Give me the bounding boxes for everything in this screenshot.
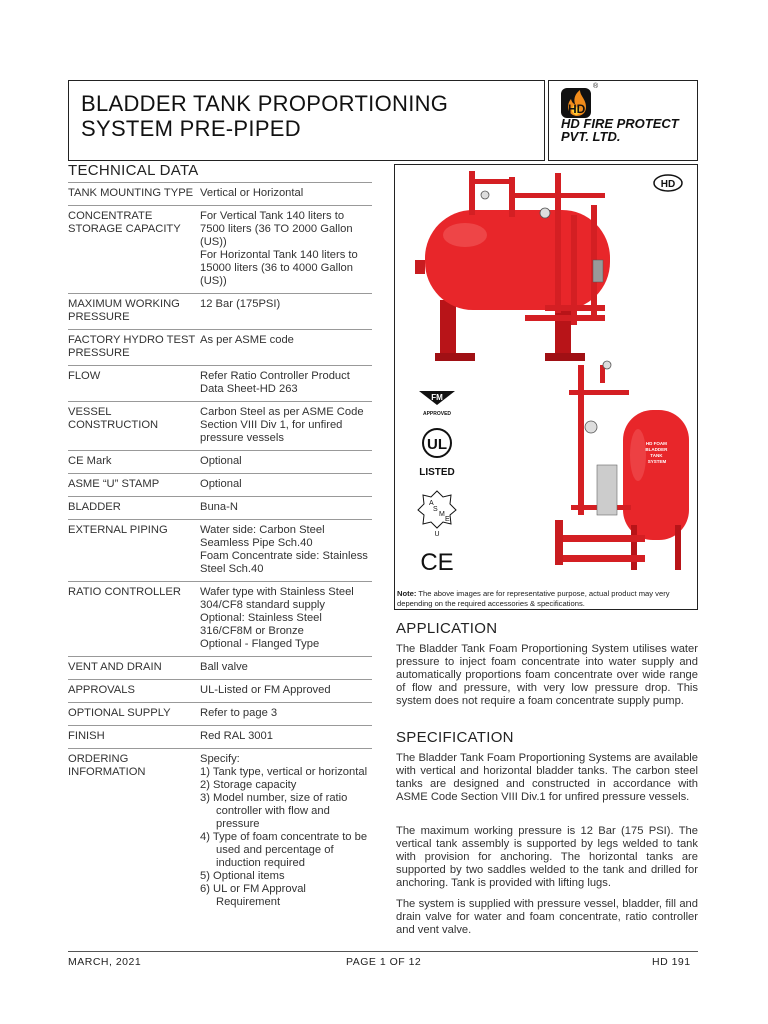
ordering-list-item: 3) Model number, size of ratio controller with flow and pressure: [200, 792, 348, 830]
specification-paragraph-3: The system is supplied with pressure vessel, bladder, fill and drain valve for water and foam concentrate, ratio controller and vent valve.: [396, 898, 698, 936]
tech-row-value: Red RAL 3001: [200, 726, 372, 749]
ordering-info-label: ORDERING INFORMATION: [68, 753, 146, 778]
document-title: BLADDER TANK PROPORTIONING SYSTEM PRE-PIPED: [81, 91, 449, 141]
fm-text: FM: [431, 393, 443, 402]
application-text: The Bladder Tank Foam Proportioning System utilises water pressure to inject foam concentrate into water supply and automatically proportions foam concentrate over wide range of flow and pressure, with very low pressure drop. This system does not require a foam concentrate supply pump.: [396, 643, 698, 707]
tech-row-label: CE Mark: [68, 451, 200, 474]
tech-row: [68, 206, 372, 294]
tank-label-line3: TANK: [650, 453, 663, 458]
tech-row-label: RATIO CONTROLLER: [68, 582, 200, 657]
tech-row-value-line: Optional: Stainless Steel 316/CF8M or Bronze: [200, 612, 322, 637]
tech-row-value-line: For Horizontal Tank 140 liters to 15000 liters (36 to 4000 Gallon (US)): [200, 249, 358, 287]
registered-mark-icon: ®: [593, 83, 599, 90]
tech-row: [68, 183, 372, 206]
ordering-list: [200, 766, 372, 909]
asme-u-text: U: [434, 531, 440, 538]
ordering-info-row: [68, 749, 372, 915]
tech-row-value: Buna-N: [200, 497, 372, 520]
product-image-panel: [394, 164, 698, 610]
tech-row-label: ASME “U” STAMP: [68, 474, 200, 497]
company-name: HD FIRE PROTECT PVT. LTD.: [561, 116, 679, 144]
ordering-list-item: 5) Optional items: [200, 870, 285, 882]
asme-letter-m: M: [439, 511, 445, 518]
tech-row-label: MAXIMUM WORKING PRESSURE: [68, 294, 200, 330]
tech-row: [68, 657, 372, 680]
tech-row: [68, 451, 372, 474]
tech-row-value-line: Wafer type with Stainless Steel 304/CF8 standard supply: [200, 586, 354, 611]
tech-row-value: 12 Bar (175PSI): [200, 294, 372, 330]
tank-label-line4: SYSTEM: [647, 459, 667, 464]
tech-row-label: EXTERNAL PIPING: [68, 520, 200, 582]
asme-letter-e: E: [445, 516, 450, 523]
tech-row-value: [200, 582, 372, 657]
footer-document-code: HD 191: [652, 956, 691, 968]
tech-row: [68, 366, 372, 402]
tech-row-value: Ball valve: [200, 657, 372, 680]
tech-row-value: [200, 520, 372, 582]
tech-row-value-line: Optional - Flanged Type: [200, 638, 320, 650]
vertical-bladder-tank-image: [555, 361, 689, 570]
technical-data-table: [68, 182, 372, 914]
technical-data-heading: TECHNICAL DATA: [68, 162, 199, 179]
tech-row-value-line: For Vertical Tank 140 liters to 7500 liters (36 TO 2000 Gallon (US)): [200, 210, 353, 248]
tech-row-value: Optional: [200, 451, 372, 474]
asme-u-stamp-logo-icon: [418, 491, 456, 538]
tech-row-value: Vertical or Horizontal: [200, 183, 372, 206]
tech-row-label: FLOW: [68, 366, 200, 402]
ordering-info-value: [200, 749, 372, 915]
hd-badge-icon: [654, 175, 682, 191]
ordering-list-item: 4) Type of foam concentrate to be used and percentage of induction required: [200, 831, 368, 869]
ul-sub-text: LISTED: [419, 467, 455, 478]
tech-row-label: FINISH: [68, 726, 200, 749]
tech-row-value: As per ASME code: [200, 330, 372, 366]
tech-row: [68, 680, 372, 703]
horizontal-bladder-tank-image: [415, 171, 610, 361]
title-box: [68, 80, 545, 161]
fm-sub-text: APPROVED: [422, 411, 452, 417]
tech-row-label: VESSEL CONSTRUCTION: [68, 402, 200, 451]
ordering-list-item: 6) UL or FM Approval Requirement: [200, 883, 306, 908]
footer-divider: [68, 951, 698, 952]
application-heading: APPLICATION: [396, 620, 498, 637]
ul-text: UL: [427, 436, 447, 453]
product-illustration: [395, 165, 697, 585]
tech-row: [68, 726, 372, 749]
tech-row: [68, 294, 372, 330]
tech-row-value: Refer Ratio Controller Product Data Sheet-HD 263: [200, 366, 372, 402]
ul-listed-logo-icon: [419, 429, 455, 478]
tech-row: [68, 474, 372, 497]
specification-paragraph-2: The maximum working pressure is 12 Bar (175 PSI). The vertical tank assembly is supported by legs welded to tank with provision for anchoring. The horizontal tanks are supported by two saddles welded to the tank and drilled for anchoring. Tank is provided with lifting lugs.: [396, 825, 698, 889]
tech-row: [68, 330, 372, 366]
tech-row: [68, 402, 372, 451]
tech-row: [68, 582, 372, 657]
tech-row-label: FACTORY HYDRO TEST PRESSURE: [68, 330, 200, 366]
svg-text:HD: HD: [568, 102, 586, 116]
ordering-intro: Specify:: [200, 753, 240, 765]
ce-mark-logo-icon: [420, 549, 453, 576]
tech-row-value: [200, 206, 372, 294]
tank-label-line1: HD FOAM: [645, 441, 667, 446]
tech-row: [68, 520, 372, 582]
tech-row-label: VENT AND DRAIN: [68, 657, 200, 680]
tech-row-value: Carbon Steel as per ASME Code Section VIII Div 1, for unfired pressure vessels: [200, 402, 372, 451]
tech-row-label: APPROVALS: [68, 680, 200, 703]
tech-row: [68, 497, 372, 520]
hd-badge-text: HD: [660, 179, 676, 190]
tech-row-label: CONCENTRATE STORAGE CAPACITY: [68, 206, 200, 294]
ordering-list-item: 1) Tank type, vertical or horizontal: [200, 766, 368, 778]
footer-date: MARCH, 2021: [68, 956, 142, 968]
tech-row-label: OPTIONAL SUPPLY: [68, 703, 200, 726]
asme-letter-s: S: [433, 506, 438, 513]
asme-letter-a: A: [429, 500, 434, 507]
image-disclaimer-note: Note: The above images are for representative purpose, actual product may very depending on the required accessories & specifications.: [397, 589, 670, 608]
specification-heading: SPECIFICATION: [396, 729, 514, 746]
ordering-list-item: 2) Storage capacity: [200, 779, 297, 791]
tech-row-value: Refer to page 3: [200, 703, 372, 726]
tech-row-value: UL-Listed or FM Approved: [200, 680, 372, 703]
company-logo-box: [548, 80, 698, 161]
ce-text: CE: [420, 549, 454, 576]
fm-approved-logo-icon: [419, 391, 455, 417]
tech-row: [68, 703, 372, 726]
tech-row-value-line: Foam Concentrate side: Stainless Steel Sch.40: [200, 550, 368, 575]
tech-row-value: Optional: [200, 474, 372, 497]
tank-label-line2: BLADDER: [645, 447, 668, 452]
specification-paragraph-1: The Bladder Tank Foam Proportioning Systems are available with vertical and horizontal bladder tanks. The carbon steel tanks are designed and constructed in accordance with ASME Code Section VIII Div.1 for unfired pressure vessels.: [396, 752, 698, 803]
tech-row-label: TANK MOUNTING TYPE: [68, 183, 200, 206]
tech-row-value-line: Water side: Carbon Steel Seamless Pipe Sch.40: [200, 524, 325, 549]
footer-page-number: PAGE 1 OF 12: [346, 956, 422, 968]
tech-row-label: BLADDER: [68, 497, 200, 520]
